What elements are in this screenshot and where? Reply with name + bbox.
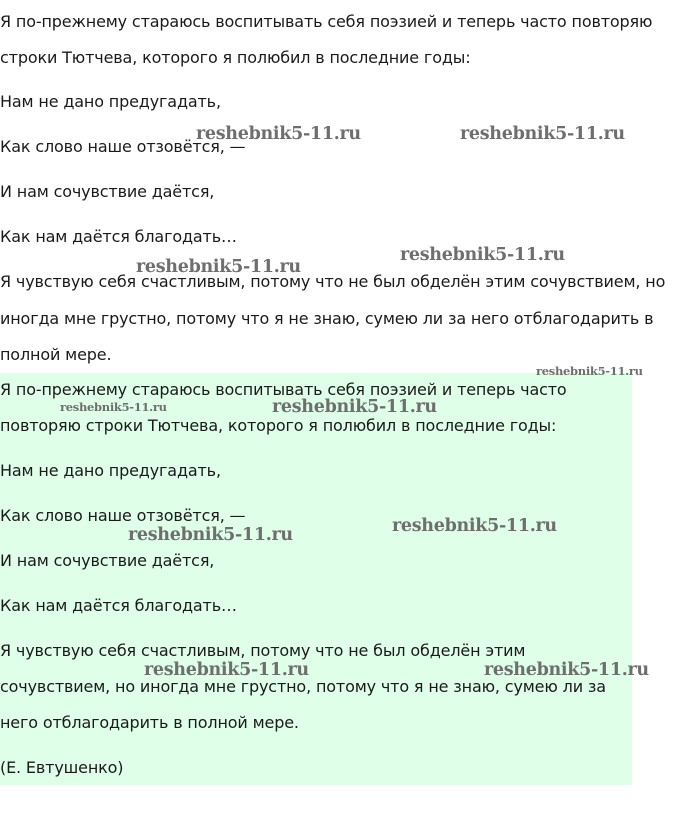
poem-line: И нам сочувствие даётся, bbox=[0, 551, 215, 570]
text-line: Я чувствую себя счастливым, потому что не был обделён этим сочувствием, но bbox=[0, 272, 666, 291]
watermark: reshebnik5-11.ru bbox=[272, 397, 437, 417]
text-line: Я по-прежнему стараюсь воспитывать себя поэзией и теперь часто повторяю bbox=[0, 12, 653, 31]
poem-line: И нам сочувствие даётся, bbox=[0, 182, 215, 201]
text-line: строки Тютчева, которого я полюбил в последние годы: bbox=[0, 48, 471, 67]
text-line: сочувствием, но иногда мне грустно, потому что я не знаю, сумею ли за bbox=[0, 677, 606, 696]
poem-line: Как слово наше отзовётся, — bbox=[0, 137, 246, 156]
text-line: полной мере. bbox=[0, 345, 112, 364]
watermark: reshebnik5-11.ru bbox=[196, 124, 361, 144]
text-line: него отблагодарить в полной мере. bbox=[0, 713, 299, 732]
text-line: Я по-прежнему стараюсь воспитывать себя поэзией и теперь часто bbox=[0, 380, 567, 399]
poem-line: Нам не дано предугадать, bbox=[0, 461, 221, 480]
watermark: reshebnik5-11.ru bbox=[144, 660, 309, 680]
poem-line: Как нам даётся благодать… bbox=[0, 227, 237, 246]
poem-line: Как слово наше отзовётся, — bbox=[0, 506, 246, 525]
text-line: иногда мне грустно, потому что я не знаю, сумею ли за него отблагодарить в bbox=[0, 309, 654, 328]
poem-line: Как нам даётся благодать… bbox=[0, 596, 237, 615]
watermark: reshebnik5-11.ru bbox=[128, 525, 293, 545]
watermark: reshebnik5-11.ru bbox=[392, 516, 557, 536]
text-line: повторяю строки Тютчева, которого я полюбил в последние годы: bbox=[0, 416, 557, 435]
poem-line: Нам не дано предугадать, bbox=[0, 92, 221, 111]
watermark: reshebnik5-11.ru bbox=[460, 124, 625, 144]
watermark: reshebnik5-11.ru bbox=[484, 660, 649, 680]
text-line: Я чувствую себя счастливым, потому что не был обделён этим bbox=[0, 641, 526, 660]
watermark: reshebnik5-11.ru bbox=[60, 400, 167, 414]
watermark: reshebnik5-11.ru bbox=[536, 364, 643, 378]
author-signature: (Е. Евтушенко) bbox=[0, 758, 124, 777]
watermark: reshebnik5-11.ru bbox=[400, 245, 565, 265]
watermark: reshebnik5-11.ru bbox=[136, 257, 301, 277]
